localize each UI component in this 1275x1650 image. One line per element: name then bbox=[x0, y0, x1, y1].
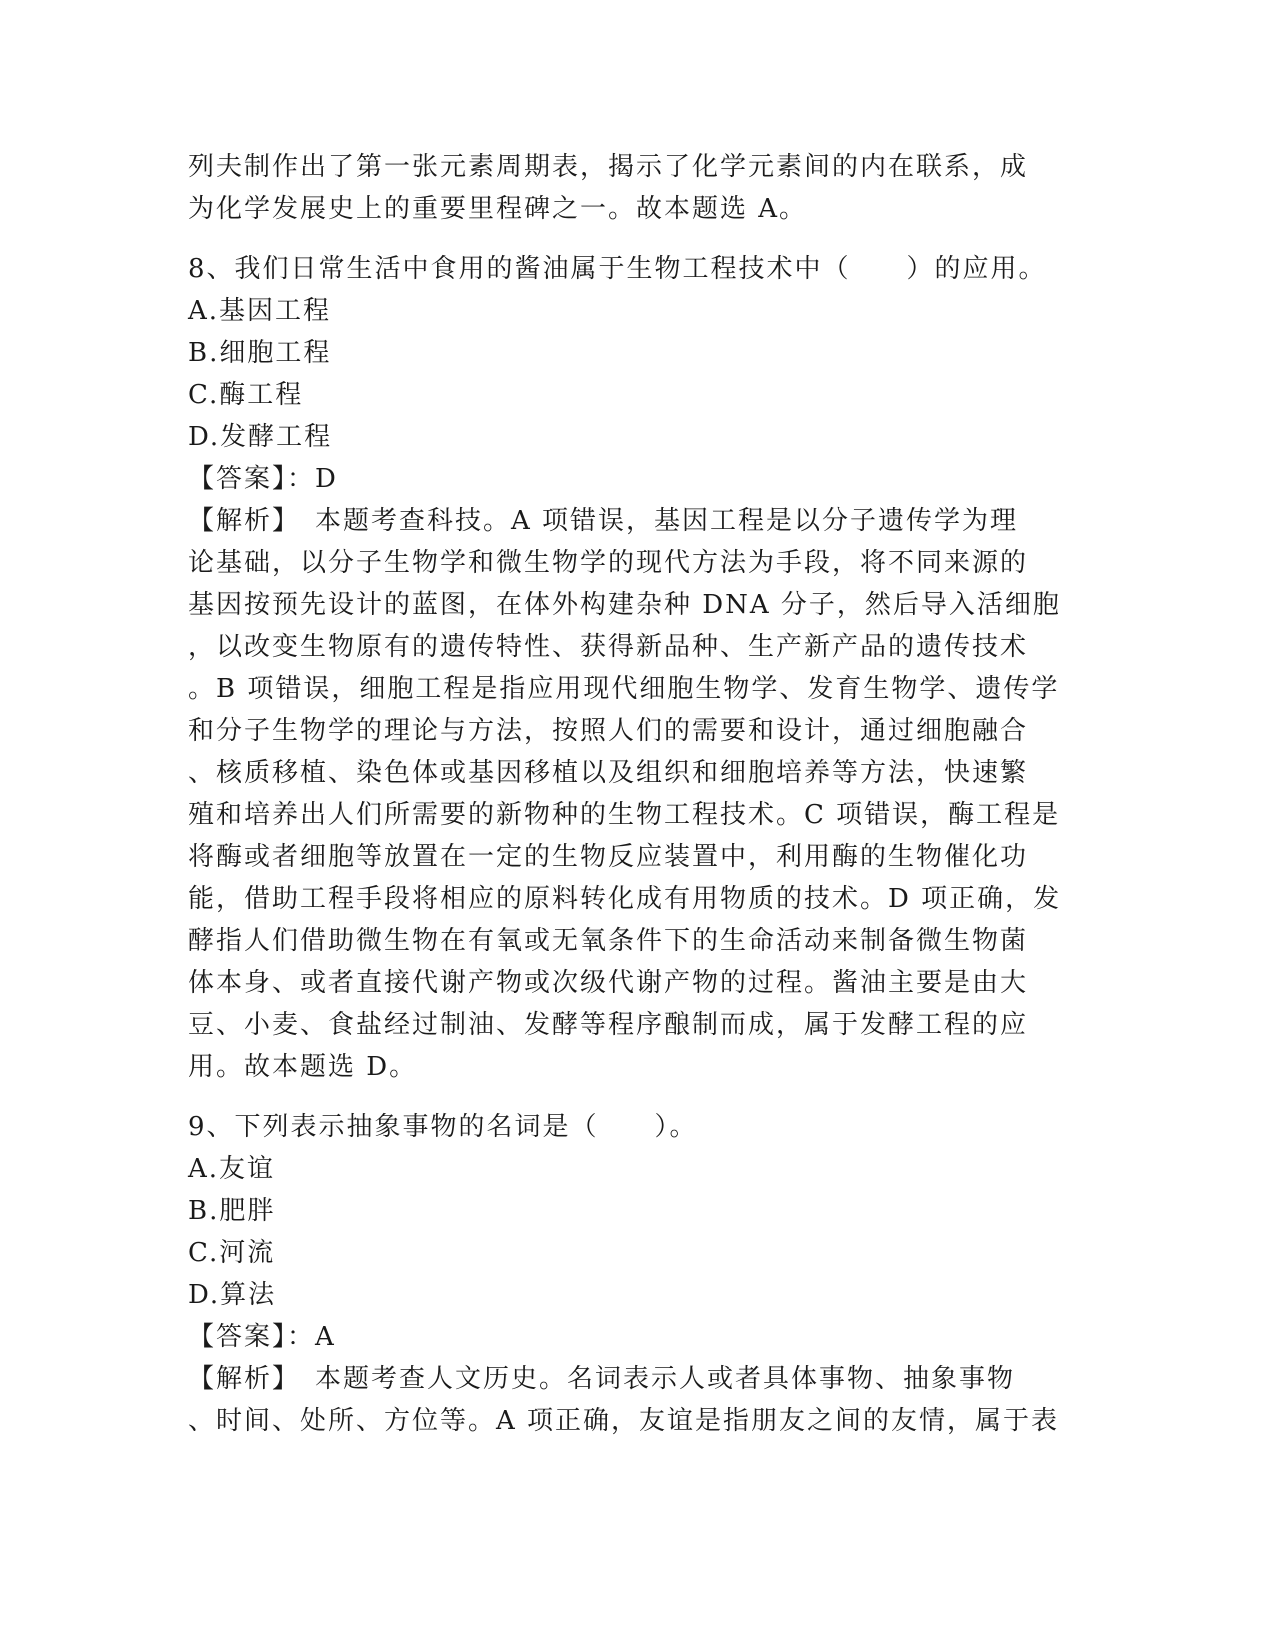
question-8-analysis-line: 、核质移植、染色体或基因移植以及组织和细胞培养等方法，快速繁 bbox=[188, 758, 1029, 788]
question-8-option-d: D.发酵工程 bbox=[188, 422, 333, 452]
question-8-option-b: B.细胞工程 bbox=[188, 338, 332, 368]
question-8-analysis-line: 酵指人们借助微生物在有氧或无氧条件下的生命活动来制备微生物菌 bbox=[188, 926, 1029, 956]
question-9-text: 9、下列表示抽象事物的名词是（ ）。 bbox=[188, 1112, 698, 1142]
question-8-option-a: A.基因工程 bbox=[188, 296, 332, 326]
question-9-answer: 【答案】：A bbox=[188, 1322, 336, 1352]
question-9-analysis-line: 、时间、处所、方位等。A 项正确，友谊是指朋友之间的友情，属于表 bbox=[188, 1406, 1060, 1436]
paragraph-gap bbox=[188, 230, 1078, 248]
paragraph-gap bbox=[188, 1088, 1078, 1106]
question-9-option-b: B.肥胖 bbox=[188, 1196, 276, 1226]
question-9-option-a: A.友谊 bbox=[188, 1154, 276, 1184]
question-8-analysis-line: 。B 项错误，细胞工程是指应用现代细胞生物学、发育生物学、遗传学 bbox=[188, 674, 1060, 704]
question-9-option-d: D.算法 bbox=[188, 1280, 277, 1310]
question-8-analysis-line: 和分子生物学的理论与方法，按照人们的需要和设计，通过细胞融合 bbox=[188, 716, 1029, 746]
question-8-option-c: C.酶工程 bbox=[188, 380, 304, 410]
question-8-analysis-line: 基因按预先设计的蓝图，在体外构建杂种 DNA 分子，然后导入活细胞 bbox=[188, 590, 1061, 620]
document-content bbox=[188, 146, 1078, 1442]
question-8-analysis-line: 豆、小麦、食盐经过制油、发酵等程序酿制而成，属于发酵工程的应 bbox=[188, 1010, 1029, 1040]
question-9-option-c: C.河流 bbox=[188, 1238, 276, 1268]
question-8-text: 8、我们日常生活中食用的酱油属于生物工程技术中（ ）的应用。 bbox=[188, 254, 1047, 284]
question-8-analysis-line: ，以改变生物原有的遗传特性、获得新品种、生产新产品的遗传技术 bbox=[188, 632, 1029, 662]
intro-line: 为化学发展史上的重要里程碑之一。故本题选 A。 bbox=[188, 194, 808, 224]
question-8-analysis-line: 体本身、或者直接代谢产物或次级代谢产物的过程。酱油主要是由大 bbox=[188, 968, 1029, 998]
question-8-analysis-line: 将酶或者细胞等放置在一定的生物反应装置中，利用酶的生物催化功 bbox=[188, 842, 1029, 872]
question-8-analysis-line: 【解析】 本题考查科技。A 项错误，基因工程是以分子遗传学为理 bbox=[188, 506, 1019, 536]
question-8-analysis-line: 用。故本题选 D。 bbox=[188, 1052, 418, 1082]
question-9-analysis-line: 【解析】 本题考查人文历史。名词表示人或者具体事物、抽象事物 bbox=[188, 1364, 1016, 1394]
intro-line: 列夫制作出了第一张元素周期表，揭示了化学元素间的内在联系，成 bbox=[188, 152, 1029, 182]
question-8-analysis-line: 论基础，以分子生物学和微生物学的现代方法为手段，将不同来源的 bbox=[188, 548, 1029, 578]
question-8-analysis-line: 能，借助工程手段将相应的原料转化成有用物质的技术。D 项正确，发 bbox=[188, 884, 1062, 914]
question-8-analysis-line: 殖和培养出人们所需要的新物种的生物工程技术。C 项错误，酶工程是 bbox=[188, 800, 1061, 830]
question-8-answer: 【答案】：D bbox=[188, 464, 338, 494]
